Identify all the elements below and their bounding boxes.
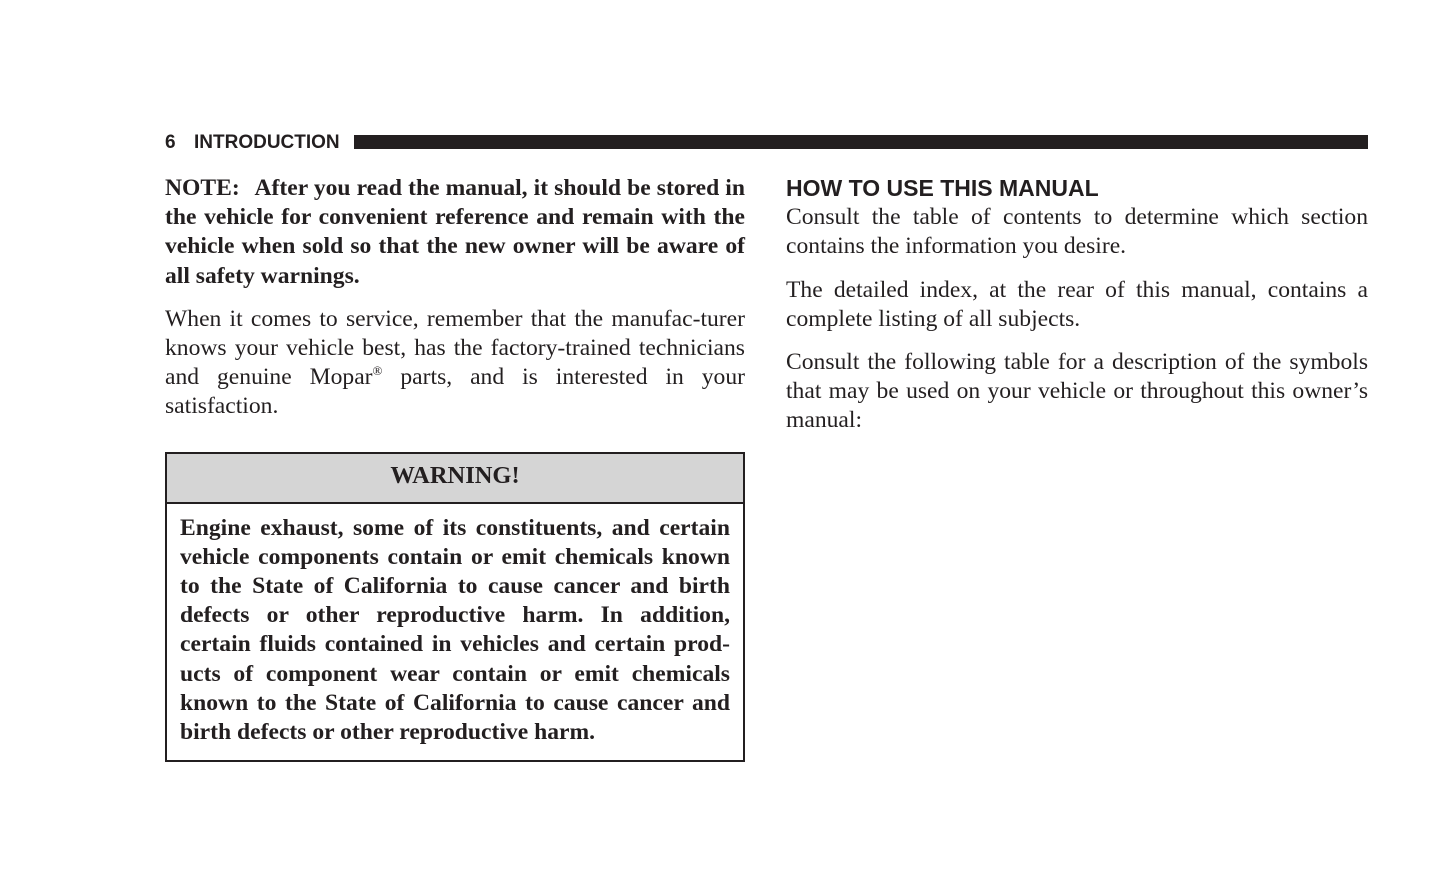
note-paragraph [165, 174, 745, 291]
service-text-start: When it comes to service, remember that the manufac-turer knows your vehicle best, has the factory-trained technicians and genuine Mopar [165, 305, 745, 391]
note-label: NOTE: [165, 175, 240, 201]
warning-body: Engine exhaust, some of its constituents, and certain vehicle components contain or emit chemicals known to the State of California to cause cancer and birth defects or other reproductive harm. In addition, certain fluids contained in vehicles and certain prod-ucts of component wear contain or emit chemicals known to the State of California to cause cancer and birth defects or other reproductive harm. [180, 514, 730, 746]
paragraph-table-of-contents: Consult the table of contents to determine which section contains the information you desire. [786, 204, 1368, 260]
note-text: After you read the manual, it should be stored in the vehicle for convenient reference and remain with the vehicle when sold so that the new owner will be aware of all safety warnings. [165, 175, 745, 289]
section-title: INTRODUCTION [194, 132, 340, 153]
warning-box [165, 452, 745, 763]
page-header [165, 132, 1368, 154]
page-number: 6 [165, 132, 176, 153]
header-rule [354, 135, 1368, 149]
paragraph-symbols: Consult the following table for a description of the symbols that may be used on your vehicle or throughout this owner’s manual: [786, 349, 1368, 434]
right-column [786, 174, 1368, 450]
section-heading: HOW TO USE THIS MANUAL [786, 175, 1099, 201]
paragraph-index: The detailed index, at the rear of this manual, contains a complete listing of all subjects. [786, 276, 1368, 332]
service-paragraph [165, 305, 745, 422]
registered-mark: ® [372, 363, 383, 379]
service-text-end: parts, and is interested in your satisfaction. [165, 364, 745, 420]
left-column [165, 174, 745, 762]
warning-title: WARNING! [167, 454, 743, 504]
